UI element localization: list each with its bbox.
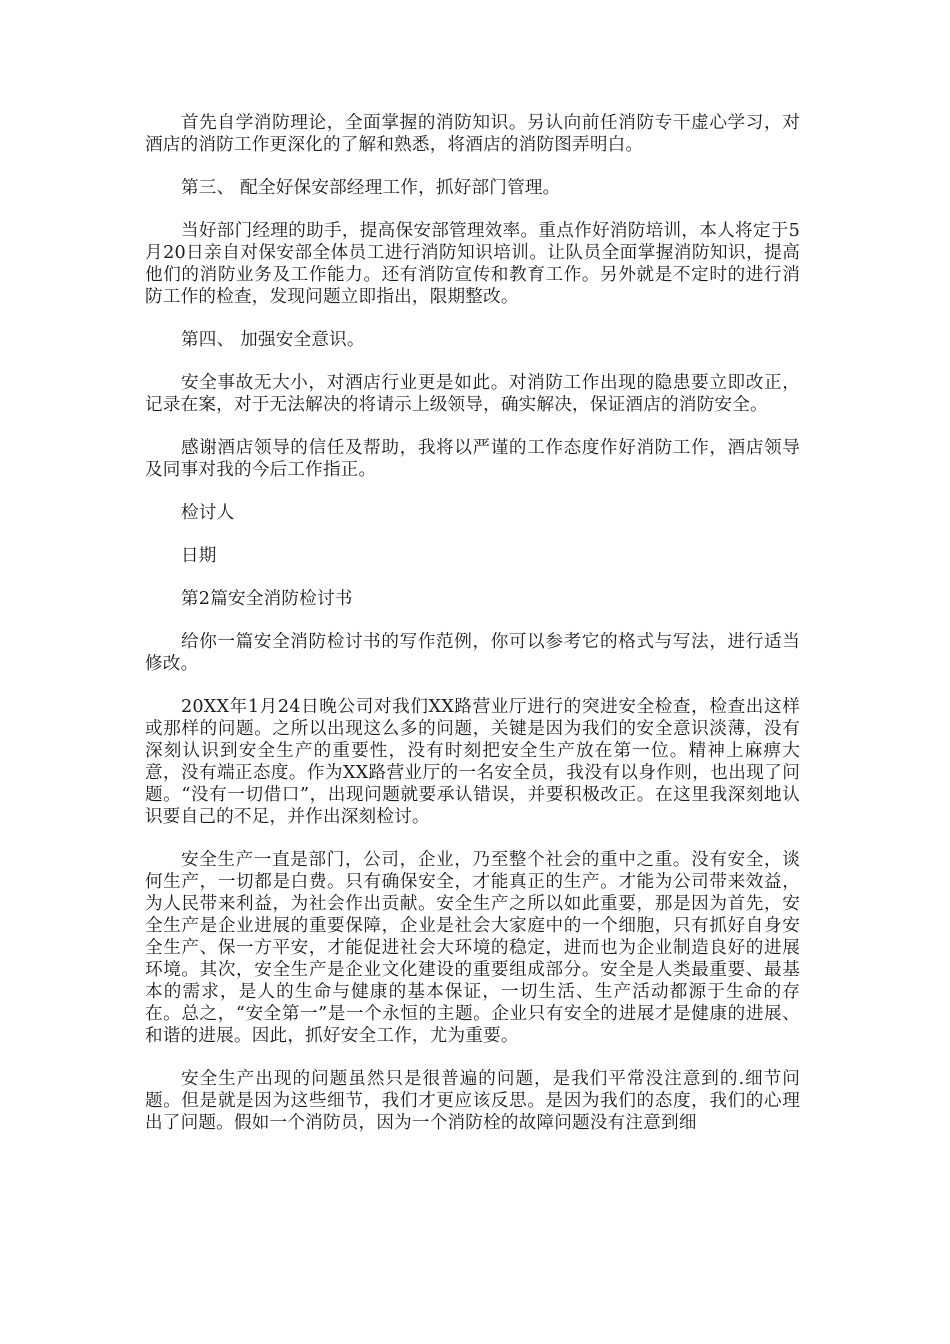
heading-third-point: 第三、 配全好保安部经理工作，抓好部门管理。	[181, 178, 561, 198]
heading-fourth-point: 第四、 加强安全意识。	[181, 330, 365, 350]
signature-label: 检讨人	[181, 503, 235, 523]
paragraph-details: 安全生产出现的问题虽然只是很普遍的问题，是我们平常没注意到的.细节问题。但是就是因为这些细节，我们才更应该反思。是因为我们的态度，我们的心理出了问题。假如一个消防员，因为一个消防栓的故障问题没有注意到细	[145, 1069, 800, 1133]
date-label: 日期	[181, 546, 217, 566]
paragraph-manager-assistant: 当好部门经理的助手，提高保安部管理效率。重点作好消防培训，本人将定于5月20日亲自对保安部全体员工进行消防知识培训。让队员全面掌握消防知识，提高他们的消防业务及工作能力。还有消防宣传和教育工作。另外就是不定时的进行消防工作的检查，发现问题立即指出，限期整改。	[145, 221, 800, 307]
paragraph-thanks: 感谢酒店领导的信任及帮助，我将以严谨的工作态度作好消防工作，酒店领导及同事对我的今后工作指正。	[145, 438, 800, 480]
paragraph-inspection: 20XX年1月24日晚公司对我们XX路营业厅进行的突进安全检查，检查出这样或那样的问题。之所以出现这么多的问题，关键是因为我们的安全意识淡薄，没有深刻认识到安全生产的重要性，没有时刻把安全生产放在第一位。精神上麻痹大意，没有端正态度。作为XX路营业厅的一名安全员，我没有以身作则，也出现了问题。“没有一切借口”，出现问题就要承认错误，并要积极改正。在这里我深刻地认识要自己的不足，并作出深刻检讨。	[145, 697, 800, 827]
paragraph-intro-example: 给你一篇安全消防检讨书的写作范例，你可以参考它的格式与写法，进行适当修改。	[145, 632, 800, 674]
paragraph-safety-accidents: 安全事故无大小，对酒店行业更是如此。对消防工作出现的隐患要立即改正，记录在案，对于无法解决的将请示上级领导，确实解决，保证酒店的消防安全。	[145, 373, 800, 415]
document-page	[145, 112, 800, 1155]
paragraph-safety-production: 安全生产一直是部门，公司，企业，乃至整个社会的重中之重。没有安全，谈何生产，一切都是白费。只有确保安全，才能真正的生产。才能为公司带来效益，为人民带来利益，为社会作出贡献。安全生产之所以如此重要，那是因为首先，安全生产是企业进展的重要保障，企业是社会大家庭中的一个细胞，只有抓好自身安全生产、保一方平安，才能促进社会大环境的稳定，进而也为企业制造良好的进展环境。其次，安全生产是企业文化建设的重要组成部分。安全是人类最重要、最基本的需求，是人的生命与健康的基本保证，一切生活、生产活动都源于生命的存在。总之，“安全第一”是一个永恒的主题。企业只有安全的进展才是健康的进展、和谐的进展。因此，抓好安全工作，尤为重要。	[145, 850, 800, 1046]
section-title-part-2: 第2篇安全消防检讨书	[181, 589, 353, 609]
paragraph-self-study: 首先自学消防理论，全面掌握的消防知识。另认向前任消防专干虚心学习，对酒店的消防工作更深化的了解和熟悉，将酒店的消防图弄明白。	[145, 113, 800, 155]
